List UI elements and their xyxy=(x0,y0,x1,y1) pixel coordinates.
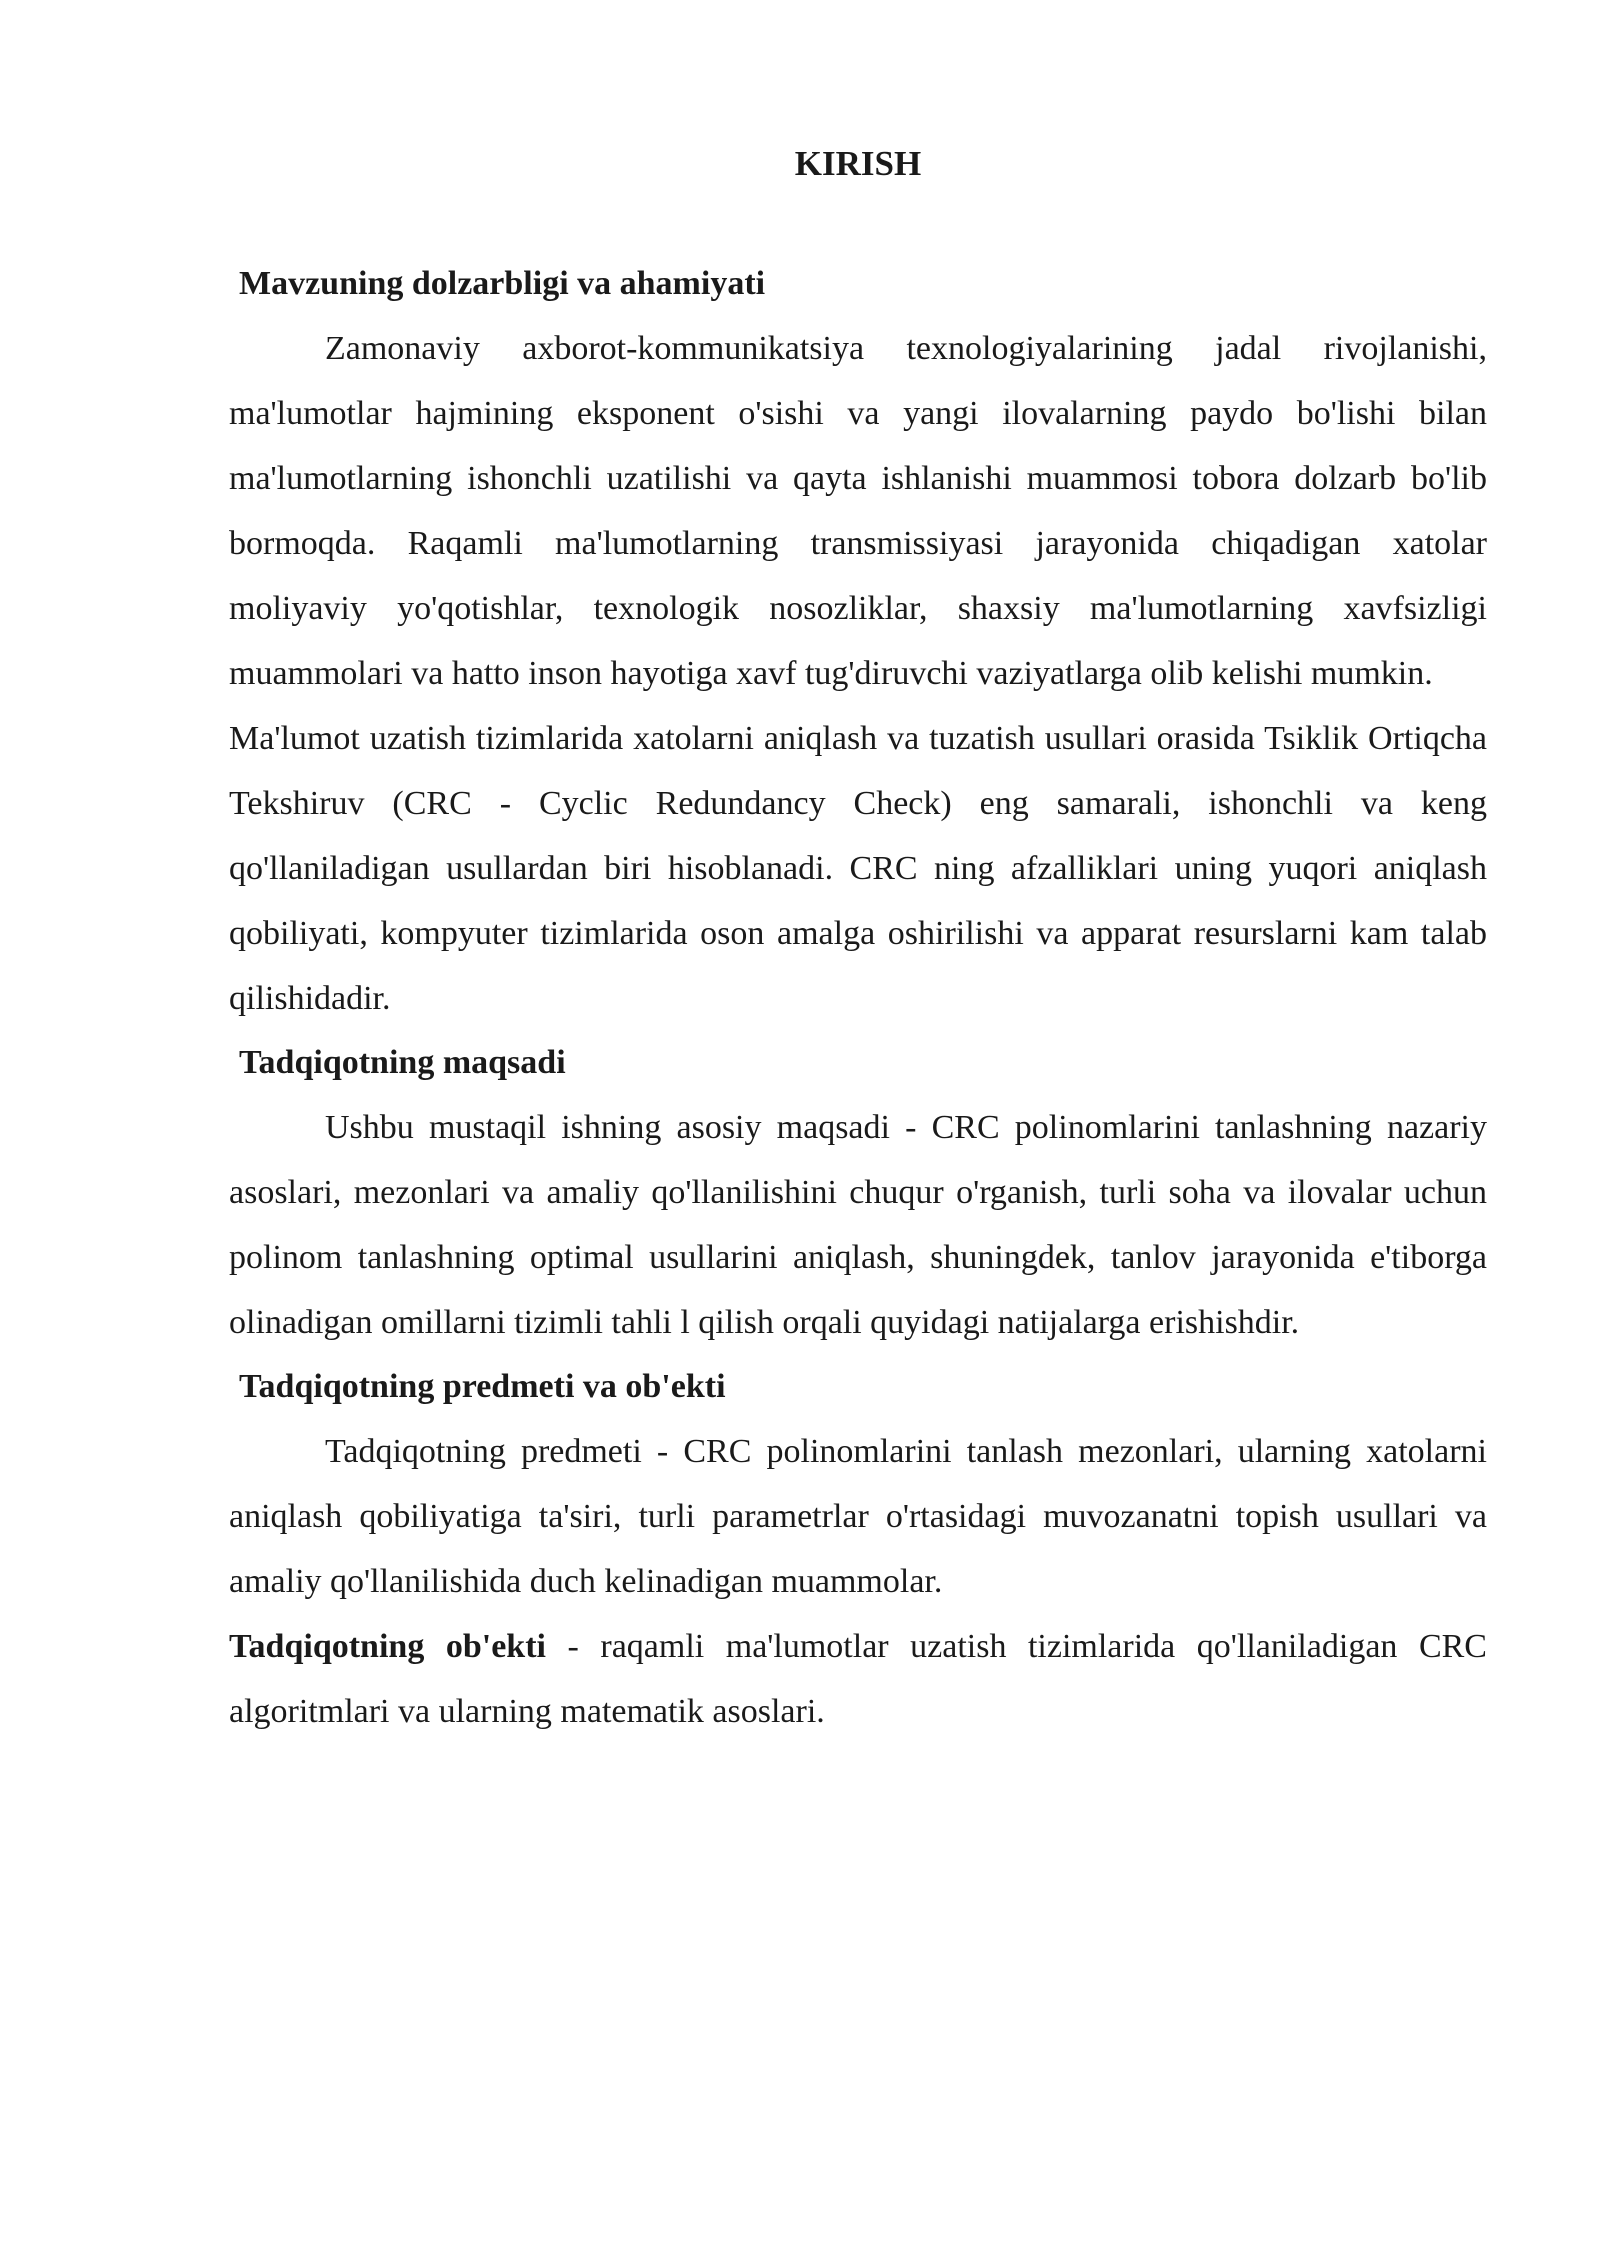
section-heading-subject-object: Tadqiqotning predmeti va ob'ekti xyxy=(239,1368,726,1405)
section-heading-goal: Tadqiqotning maqsadi xyxy=(239,1044,566,1081)
relevance-paragraph-2: Ma'lumot uzatish tizimlarida xatolarni aniqlash va tuzatish usullari orasida Tsiklik Ortiqcha Tekshiruv (CRC - Cyclic Redundancy Check) eng samarali, ishonchli va keng qo'llaniladigan usullardan biri hisoblanadi. CRC ning afzalliklari uning yuqori aniqlash qobiliyati, kompyuter tizimlarida oson amalga oshirilishi va apparat resurslarni kam talab qilishidadir. xyxy=(229,720,1487,1017)
subject-paragraph: Tadqiqotning predmeti - CRC polinomlarini tanlash mezonlari, ularning xatolarni aniqlash qobiliyatiga ta'siri, turli parametrlar o'rtasidagi muvozanatni topish usullari va amaliy qo'llanilishida duch kelinadigan muammolar. xyxy=(229,1433,1487,1600)
page-title: KIRISH xyxy=(794,144,922,183)
object-text: - raqamli ma'lumotlar uzatish tizimlarida qo'llaniladigan CRC algoritmlari va ularning matematik asoslari. xyxy=(229,1628,1487,1730)
goal-paragraph: Ushbu mustaqil ishning asosiy maqsadi - CRC polinomlarini tanlashning nazariy asoslari, mezonlari va amaliy qo'llanilishini chuqur o'rganish, turli soha va ilovalar uchun polinom tanlashning optimal usullarini aniqlash, shuningdek, tanlov jarayonida e'tiborga olinadigan omillarni tizimli tahli l qilish orqali quyidagi natijalarga erishishdir. xyxy=(229,1109,1487,1341)
section-heading-relevance: Mavzuning dolzarbligi va ahamiyati xyxy=(239,265,766,302)
relevance-paragraph-1: Zamonaviy axborot-kommunikatsiya texnologiyalarining jadal rivojlanishi, ma'lumotlar hajmining eksponent o'sishi va yangi ilovalarning paydo bo'lishi bilan ma'lumotlarning ishonchli uzatilishi va qayta ishlanishi muammosi tobora dolzarb bo'lib bormoqda. Raqamli ma'lumotlarning transmissiyasi jarayonida chiqadigan xatolar moliyaviy yo'qotishlar, texnologik nosozliklar, shaxsiy ma'lumotlarning xavfsizligi muammolari va hatto inson hayotiga xavf tug'diruvchi vaziyatlarga olib kelishi mumkin. xyxy=(229,330,1487,692)
object-paragraph xyxy=(229,1614,1487,1744)
document-page xyxy=(229,140,1487,1744)
object-label: Tadqiqotning ob'ekti xyxy=(229,1628,546,1665)
